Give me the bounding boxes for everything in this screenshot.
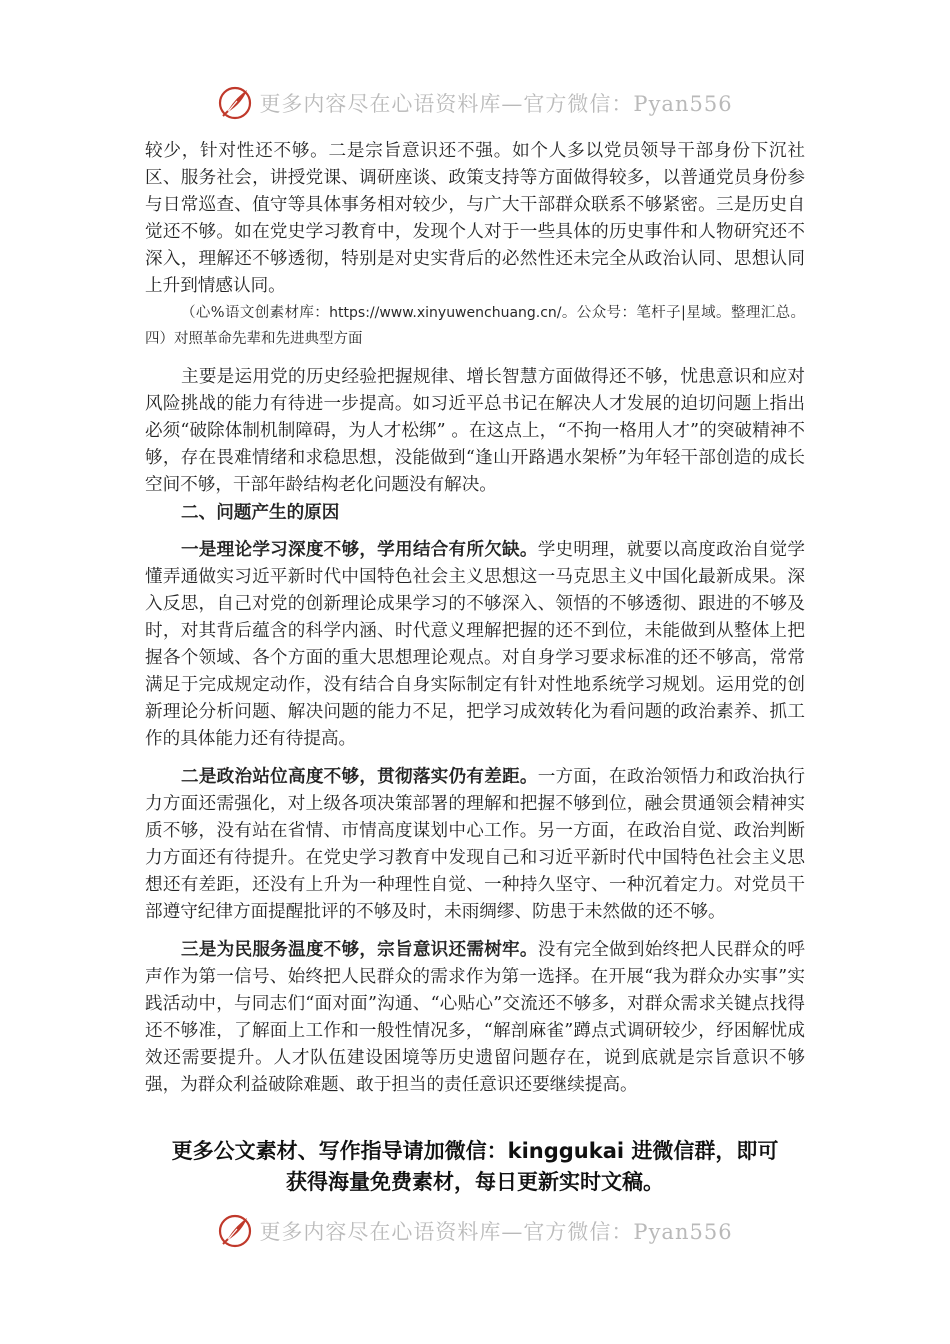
paragraph-continued: 较少，针对性还不够。二是宗旨意识还不强。如个人多以党员领导干部身份下沉社区、服务社会，讲授党课、调研座谈、政策支持等方面做得较多，以普通党员身份参与日常巡查、值守等具体事务相对较少，与广大干部群众联系不够紧密。三是历史自觉还不够。如在党史学习教育中，发现个人对于一些具体的历史事件和人物研究还不深入，理解还不够透彻，特别是对史实背后的必然性还未完全从政治认同、思想认同上升到情感认同。 xyxy=(145,141,805,296)
feather-pen-logo-icon xyxy=(217,85,253,121)
promo-block xyxy=(0,1136,950,1198)
paragraph-lead: 三是为民服务温度不够，宗旨意识还需树牢。 xyxy=(181,939,538,960)
footer-banner xyxy=(0,1208,950,1254)
banner-text: 更多内容尽在心语资料库—官方微信：Pyan556 xyxy=(259,1220,733,1244)
paragraph-role-models: 主要是运用党的历史经验把握规律、增长智慧方面做得还不够，忧患意识和应对风险挑战的能力有待进一步提高。如习近平总书记在解决人才发展的迫切问题上指出必须“破除体制机制障碍，为人才松绑” 。在这点上，“不拘一格用人才”的突破精神不够，存在畏难情绪和求稳思想，没能做到“逢山开路遇水架桥”为年轻干部创造的成长空间不够，干部年龄结构老化问题没有解决。 xyxy=(145,367,805,495)
document-body xyxy=(145,138,805,1099)
source-note xyxy=(145,300,805,352)
promo-line-1: 更多公文素材、写作指导请加微信：kinggukai 进微信群，即可 xyxy=(171,1139,779,1163)
promo-line-2: 获得海量免费素材，每日更新实时文稿。 xyxy=(286,1170,664,1194)
paragraph-public-service xyxy=(145,936,805,1099)
paragraph-political-stance xyxy=(145,763,805,926)
paragraph-text: 没有完全做到始终把人民群众的呼声作为第一信号、始终把人民群众的需求作为第一选择。在开展“我为群众办实事”实践活动中，与同志们“面对面”沟通、“心贴心”交流还不够多，对群众需求关键点找得还不够准，了解面上工作和一般性情况多，“解剖麻雀”蹲点式调研较少，纾困解忧成效还需要提升。人才队伍建设困境等历史遗留问题存在，说到底就是宗旨意识不够强，为群众利益破除难题、敢于担当的责任意识还要继续提高。 xyxy=(145,940,805,1095)
source-note-suffix: 。公众号：笔杆子|星域。整理汇总。四）对照革命先辈和先进典型方面 xyxy=(145,305,805,347)
source-note-prefix: （心%语文创素材库： xyxy=(181,305,330,321)
section-heading: 二、问题产生的原因 xyxy=(181,502,340,523)
feather-pen-logo-icon xyxy=(217,1213,253,1249)
paragraph-theory-study xyxy=(145,536,805,753)
source-url-link[interactable]: https://www.xinyuwenchuang.cn/ xyxy=(329,305,562,321)
paragraph-text: 学史明理，就要以高度政治自觉学懂弄通做实习近平新时代中国特色社会主义思想这一马克思主义中国化最新成果。深入反思，自己对党的创新理论成果学习的不够深入、领悟的不够透彻、跟进的不够及时，对其背后蕴含的科学内涵、时代意义理解把握的还不到位，未能做到从整体上把握各个领域、各个方面的重大思想理论观点。对自身学习要求标准的还不够高，常常满足于完成规定动作，没有结合自身实际制定有针对性地系统学习规划。运用党的创新理论分析问题、解决问题的能力不足，把学习成效转化为看问题的政治素养、抓工作的具体能力还有待提高。 xyxy=(145,540,805,749)
header-banner xyxy=(0,80,950,126)
banner-text: 更多内容尽在心语资料库—官方微信：Pyan556 xyxy=(259,92,733,116)
paragraph-text: 一方面，在政治领悟力和政治执行力方面还需强化，对上级各项决策部署的理解和把握不够到位，融会贯通领会精神实质不够，没有站在省情、市情高度谋划中心工作。另一方面，在政治自觉、政治判断力方面还有待提升。在党史学习教育中发现自己和习近平新时代中国特色社会主义思想还有差距，还没有上升为一种理性自觉、一种持久坚守、一种沉着定力。对党员干部遵守纪律方面提醒批评的不够及时，未雨绸缪、防患于未然做的还不够。 xyxy=(145,767,805,922)
paragraph-lead: 一是理论学习深度不够，学用结合有所欠缺。 xyxy=(181,539,538,560)
paragraph-lead: 二是政治站位高度不够，贯彻落实仍有差距。 xyxy=(181,766,538,787)
